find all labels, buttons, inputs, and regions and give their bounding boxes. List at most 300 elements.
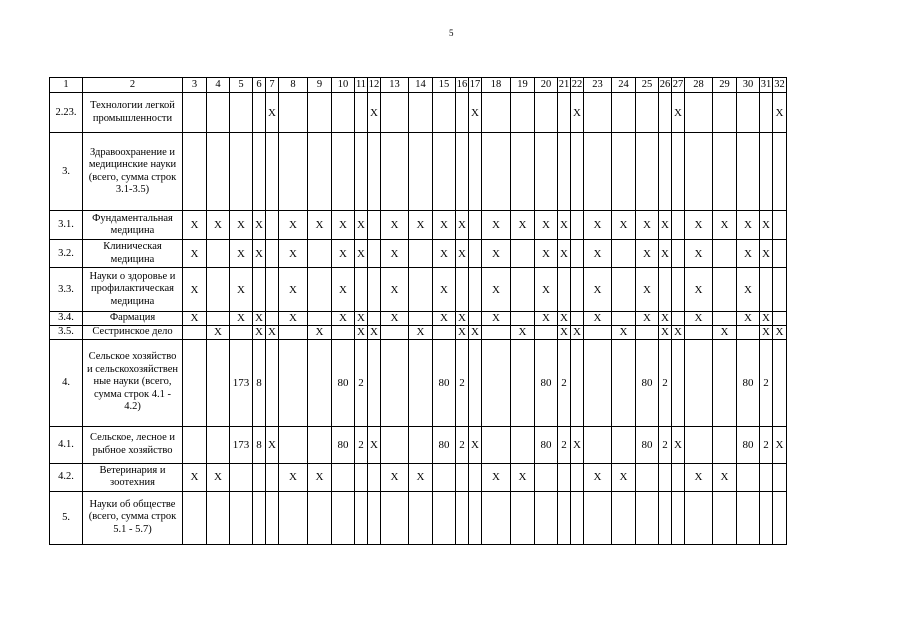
table-cell: X	[279, 211, 308, 240]
table-cell	[368, 133, 381, 211]
table-cell: X	[183, 312, 207, 326]
row-code: 3.	[50, 133, 83, 211]
column-header: 12	[368, 78, 381, 93]
table-cell	[685, 339, 713, 426]
table-cell	[469, 463, 482, 491]
table-cell: X	[230, 211, 253, 240]
table-cell	[612, 93, 636, 133]
table-cell	[659, 268, 672, 312]
page-number: 5	[449, 28, 454, 38]
table-row	[50, 240, 787, 268]
table-cell	[659, 133, 672, 211]
table-cell: 8	[253, 339, 266, 426]
table-cell: X	[266, 426, 279, 463]
table-cell	[433, 463, 456, 491]
table-cell: X	[482, 463, 511, 491]
table-cell	[368, 339, 381, 426]
table-cell: 2	[760, 339, 773, 426]
table-cell	[368, 240, 381, 268]
table-cell	[672, 312, 685, 326]
table-cell: X	[433, 240, 456, 268]
table-cell	[409, 339, 433, 426]
table-cell	[511, 339, 535, 426]
table-cell	[308, 339, 332, 426]
table-cell	[279, 491, 308, 544]
table-cell	[558, 268, 571, 312]
table-cell: X	[207, 463, 230, 491]
table-cell: X	[636, 211, 659, 240]
table-cell: X	[207, 325, 230, 339]
table-cell	[737, 93, 760, 133]
table-cell	[355, 133, 368, 211]
table-cell: X	[760, 312, 773, 326]
table-cell	[381, 133, 409, 211]
table-cell	[571, 211, 584, 240]
table-cell	[672, 463, 685, 491]
table-cell: X	[381, 463, 409, 491]
table-cell	[279, 339, 308, 426]
row-name: Сельское хозяйство и сельскохозяйствен ные науки (всего, сумма строк 4.1 - 4.2)	[83, 339, 183, 426]
table-cell: X	[659, 312, 672, 326]
table-cell: X	[558, 240, 571, 268]
table-row	[50, 268, 787, 312]
table-cell: 2	[558, 339, 571, 426]
table-cell	[266, 211, 279, 240]
table-cell: X	[482, 240, 511, 268]
table-cell: X	[230, 268, 253, 312]
table-cell: X	[279, 463, 308, 491]
table-cell	[409, 93, 433, 133]
table-cell: 80	[535, 426, 558, 463]
table-cell: 8	[253, 426, 266, 463]
table-cell: X	[584, 240, 612, 268]
table-cell: X	[433, 312, 456, 326]
table-cell: X	[737, 211, 760, 240]
row-name: Ветеринария и зоотехния	[83, 463, 183, 491]
table-cell	[713, 339, 737, 426]
row-name: Науки об обществе (всего, сумма строк 5.1 - 5.7)	[83, 491, 183, 544]
table-cell: X	[659, 325, 672, 339]
table-cell	[355, 93, 368, 133]
table-cell	[636, 491, 659, 544]
row-name: Здравоохранение и медицинские науки (всего, сумма строк 3.1-3.5)	[83, 133, 183, 211]
table-cell	[773, 133, 787, 211]
table-cell: X	[558, 211, 571, 240]
table-cell	[266, 133, 279, 211]
table-cell	[469, 211, 482, 240]
table-cell	[207, 339, 230, 426]
table-cell: 2	[659, 339, 672, 426]
table-cell	[332, 463, 355, 491]
table-cell	[409, 491, 433, 544]
table-cell: X	[332, 268, 355, 312]
table-cell	[685, 133, 713, 211]
table-cell: X	[636, 312, 659, 326]
data-table	[49, 77, 787, 545]
table-cell: X	[409, 325, 433, 339]
table-cell	[773, 268, 787, 312]
table-cell	[183, 93, 207, 133]
table-cell	[535, 133, 558, 211]
table-cell: X	[332, 240, 355, 268]
table-cell: X	[332, 211, 355, 240]
table-cell: X	[279, 240, 308, 268]
table-cell	[571, 268, 584, 312]
table-row	[50, 463, 787, 491]
column-header: 21	[558, 78, 571, 93]
row-code: 3.5.	[50, 325, 83, 339]
table-cell	[760, 491, 773, 544]
table-cell	[433, 325, 456, 339]
table-cell	[713, 312, 737, 326]
row-code: 2.23.	[50, 93, 83, 133]
table-cell	[355, 463, 368, 491]
table-cell: X	[308, 211, 332, 240]
table-cell	[685, 93, 713, 133]
table-header-row	[50, 78, 787, 93]
table-cell	[737, 325, 760, 339]
table-cell: 80	[332, 339, 355, 426]
table-row	[50, 339, 787, 426]
table-cell	[482, 93, 511, 133]
table-row	[50, 211, 787, 240]
table-cell: X	[253, 240, 266, 268]
table-cell: X	[381, 268, 409, 312]
row-code: 4.1.	[50, 426, 83, 463]
table-cell	[253, 463, 266, 491]
table-cell: X	[685, 240, 713, 268]
table-cell	[368, 312, 381, 326]
row-name: Фундаментальная медицина	[83, 211, 183, 240]
table-cell	[253, 491, 266, 544]
table-cell: X	[456, 211, 469, 240]
table-cell	[253, 133, 266, 211]
table-cell	[482, 426, 511, 463]
table-cell	[636, 133, 659, 211]
table-cell: X	[253, 211, 266, 240]
table-cell	[308, 93, 332, 133]
column-header: 27	[672, 78, 685, 93]
table-row	[50, 133, 787, 211]
table-cell	[456, 268, 469, 312]
table-cell	[433, 93, 456, 133]
table-cell	[230, 463, 253, 491]
table-cell	[584, 133, 612, 211]
table-row	[50, 426, 787, 463]
table-row	[50, 312, 787, 326]
table-cell	[773, 463, 787, 491]
column-header: 13	[381, 78, 409, 93]
table-cell	[558, 93, 571, 133]
table-cell: 2	[456, 339, 469, 426]
table-cell	[308, 426, 332, 463]
table-cell: X	[253, 325, 266, 339]
table-cell	[636, 463, 659, 491]
table-cell	[469, 312, 482, 326]
table-cell	[584, 339, 612, 426]
table-cell	[308, 312, 332, 326]
table-cell	[183, 339, 207, 426]
table-cell	[636, 93, 659, 133]
table-cell: X	[612, 211, 636, 240]
table-cell	[207, 312, 230, 326]
table-cell: X	[355, 211, 368, 240]
table-cell	[409, 312, 433, 326]
table-cell	[469, 133, 482, 211]
table-cell: X	[511, 463, 535, 491]
table-cell: 2	[558, 426, 571, 463]
row-code: 3.3.	[50, 268, 83, 312]
table-cell	[279, 325, 308, 339]
table-cell	[612, 240, 636, 268]
table-cell	[672, 211, 685, 240]
table-cell: 80	[737, 426, 760, 463]
table-cell	[207, 491, 230, 544]
table-cell	[409, 133, 433, 211]
table-cell	[737, 133, 760, 211]
table-cell	[266, 463, 279, 491]
table-cell: X	[685, 312, 713, 326]
table-cell: X	[207, 211, 230, 240]
column-header: 1	[50, 78, 83, 93]
table-cell: X	[760, 325, 773, 339]
table-cell	[612, 268, 636, 312]
table-cell	[571, 312, 584, 326]
table-cell	[207, 240, 230, 268]
table-cell: X	[368, 325, 381, 339]
table-cell: 80	[433, 426, 456, 463]
table-cell: X	[355, 240, 368, 268]
table-cell	[482, 133, 511, 211]
table-cell	[332, 491, 355, 544]
table-cell: X	[612, 325, 636, 339]
row-name: Клиническая медицина	[83, 240, 183, 268]
table-cell	[571, 240, 584, 268]
table-cell: X	[308, 463, 332, 491]
table-cell: X	[511, 211, 535, 240]
table-cell	[571, 133, 584, 211]
table-cell	[253, 93, 266, 133]
table-cell	[612, 426, 636, 463]
table-cell	[279, 426, 308, 463]
table-cell: X	[230, 240, 253, 268]
column-header: 18	[482, 78, 511, 93]
table-cell	[207, 426, 230, 463]
table-cell: X	[332, 312, 355, 326]
table-cell: X	[584, 211, 612, 240]
table-cell	[511, 491, 535, 544]
table-cell	[469, 240, 482, 268]
table-cell	[713, 133, 737, 211]
table-cell: X	[558, 312, 571, 326]
table-cell	[773, 240, 787, 268]
table-cell	[612, 312, 636, 326]
table-cell: X	[355, 325, 368, 339]
table-cell: 173	[230, 339, 253, 426]
row-code: 3.4.	[50, 312, 83, 326]
table-cell	[469, 339, 482, 426]
table-cell: X	[456, 312, 469, 326]
table-cell	[672, 133, 685, 211]
table-cell: X	[183, 268, 207, 312]
column-header: 3	[183, 78, 207, 93]
table-cell	[737, 491, 760, 544]
table-cell: 80	[535, 339, 558, 426]
table-cell: X	[308, 325, 332, 339]
table-cell	[685, 426, 713, 463]
table-cell	[659, 93, 672, 133]
table-cell	[584, 426, 612, 463]
table-cell: X	[636, 240, 659, 268]
table-cell	[266, 491, 279, 544]
table-cell: X	[230, 312, 253, 326]
table-cell	[381, 491, 409, 544]
table-cell	[558, 491, 571, 544]
table-cell	[511, 312, 535, 326]
table-cell	[266, 240, 279, 268]
column-header: 15	[433, 78, 456, 93]
table-cell	[713, 240, 737, 268]
table-cell: X	[535, 240, 558, 268]
column-header: 23	[584, 78, 612, 93]
table-cell	[409, 240, 433, 268]
table-cell	[368, 491, 381, 544]
table-cell: X	[469, 426, 482, 463]
table-cell	[381, 325, 409, 339]
table-cell	[207, 93, 230, 133]
table-cell	[456, 491, 469, 544]
table-cell	[773, 312, 787, 326]
table-cell	[737, 463, 760, 491]
table-cell: 2	[659, 426, 672, 463]
table-cell: X	[571, 93, 584, 133]
table-cell: 2	[355, 339, 368, 426]
table-cell: X	[659, 240, 672, 268]
table-cell: X	[433, 268, 456, 312]
table-cell	[612, 491, 636, 544]
table-cell	[266, 339, 279, 426]
table-cell	[685, 491, 713, 544]
table-cell	[773, 491, 787, 544]
table-cell: X	[253, 312, 266, 326]
table-cell: X	[612, 463, 636, 491]
table-cell	[230, 133, 253, 211]
column-header: 20	[535, 78, 558, 93]
column-header: 11	[355, 78, 368, 93]
column-header: 6	[253, 78, 266, 93]
table-cell	[672, 268, 685, 312]
table-cell	[456, 93, 469, 133]
table-cell	[535, 93, 558, 133]
table-cell	[773, 211, 787, 240]
table-cell: X	[571, 426, 584, 463]
column-header: 24	[612, 78, 636, 93]
table-cell: X	[584, 463, 612, 491]
table-cell: X	[685, 268, 713, 312]
table-cell: X	[760, 211, 773, 240]
table-cell	[279, 133, 308, 211]
table-cell	[659, 463, 672, 491]
table-cell	[183, 491, 207, 544]
table-cell	[308, 268, 332, 312]
table-cell: X	[773, 325, 787, 339]
table-cell	[713, 93, 737, 133]
table-cell: X	[381, 312, 409, 326]
table-cell	[760, 133, 773, 211]
table-cell	[482, 491, 511, 544]
column-header: 16	[456, 78, 469, 93]
table-cell	[469, 268, 482, 312]
table-cell: X	[584, 312, 612, 326]
table-cell	[308, 491, 332, 544]
table-cell	[584, 325, 612, 339]
table-cell: X	[183, 463, 207, 491]
table-cell	[571, 491, 584, 544]
row-name: Сестринское дело	[83, 325, 183, 339]
row-code: 5.	[50, 491, 83, 544]
table-cell	[760, 93, 773, 133]
table-cell: X	[672, 426, 685, 463]
table-cell: X	[558, 325, 571, 339]
table-cell	[685, 325, 713, 339]
table-cell	[511, 268, 535, 312]
table-cell: X	[659, 211, 672, 240]
table-cell: X	[469, 325, 482, 339]
table-cell: X	[381, 211, 409, 240]
table-cell: X	[409, 463, 433, 491]
table-cell	[713, 268, 737, 312]
table-cell	[355, 491, 368, 544]
table-cell: 80	[332, 426, 355, 463]
table-cell	[279, 93, 308, 133]
column-header: 30	[737, 78, 760, 93]
table-cell: 80	[636, 426, 659, 463]
table-cell	[266, 312, 279, 326]
table-cell: X	[368, 93, 381, 133]
table-cell: X	[672, 325, 685, 339]
table-cell: X	[456, 240, 469, 268]
row-name: Технологии легкой промышленности	[83, 93, 183, 133]
table-cell	[332, 93, 355, 133]
row-name: Фармация	[83, 312, 183, 326]
table-cell	[571, 339, 584, 426]
table-cell	[760, 268, 773, 312]
table-cell	[207, 133, 230, 211]
table-cell	[230, 325, 253, 339]
table-cell: 2	[760, 426, 773, 463]
table-cell	[511, 93, 535, 133]
column-header: 25	[636, 78, 659, 93]
column-header: 14	[409, 78, 433, 93]
table-cell: X	[183, 211, 207, 240]
column-header: 19	[511, 78, 535, 93]
table-cell	[713, 491, 737, 544]
table-cell	[308, 133, 332, 211]
table-cell: X	[760, 240, 773, 268]
column-header: 9	[308, 78, 332, 93]
table-cell	[511, 240, 535, 268]
table-cell	[433, 133, 456, 211]
table-cell: X	[773, 93, 787, 133]
table-cell: X	[535, 211, 558, 240]
table-cell	[368, 463, 381, 491]
table-cell: X	[571, 325, 584, 339]
table-cell: X	[737, 312, 760, 326]
table-cell: X	[469, 93, 482, 133]
table-row	[50, 93, 787, 133]
table-cell: 80	[737, 339, 760, 426]
table-cell	[584, 93, 612, 133]
